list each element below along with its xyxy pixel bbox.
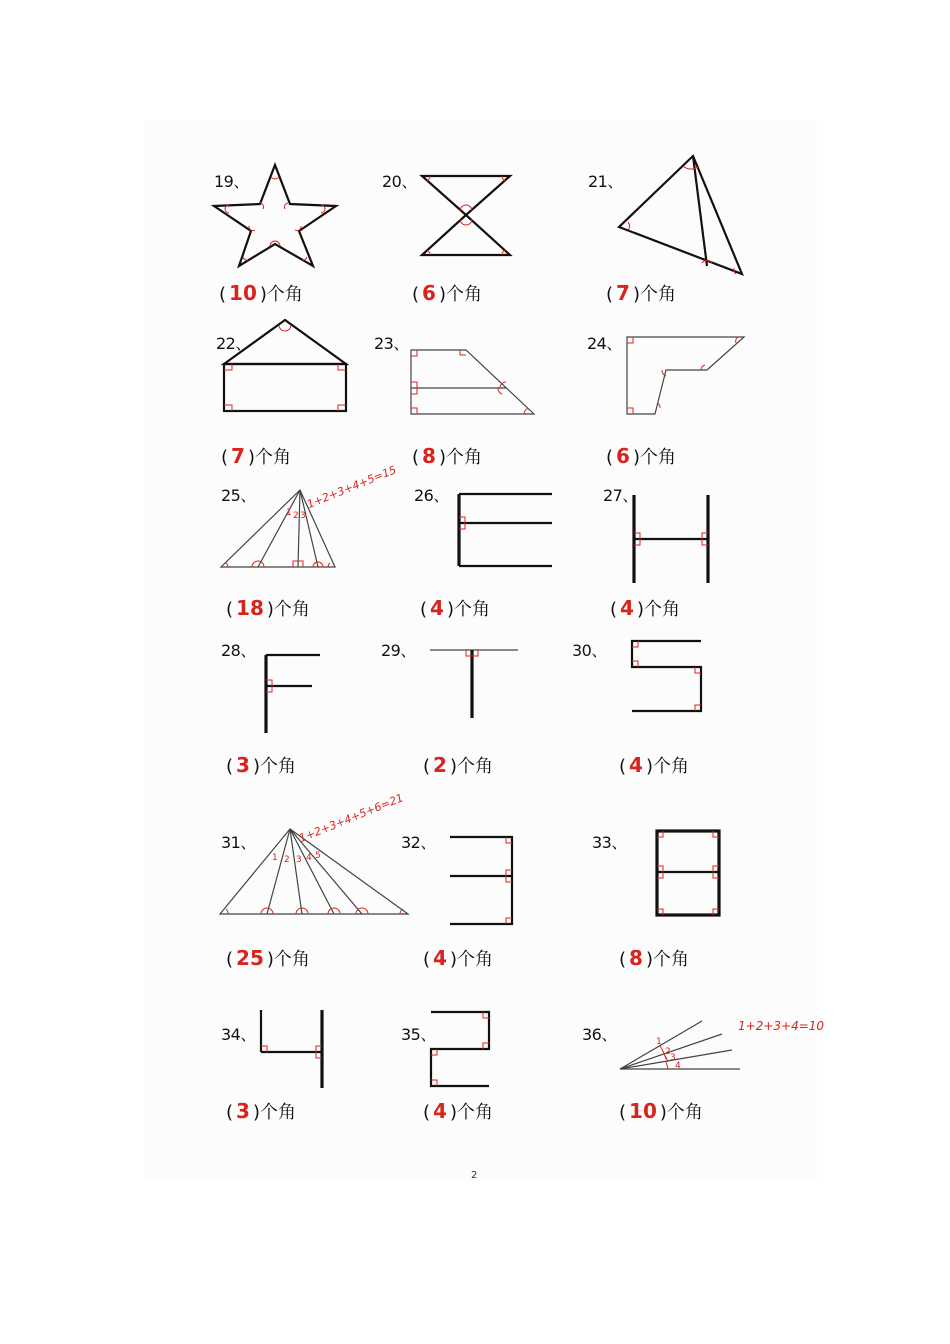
answer-value: 4	[430, 596, 444, 620]
figure-20-hourglass	[422, 176, 510, 255]
answer-value: 7	[231, 444, 245, 468]
answer-suffix: 个角	[259, 1102, 296, 1123]
answer-27: ( 4 )个角	[610, 596, 680, 620]
answer-21: ( 7 )个角	[606, 281, 676, 305]
question-number: 29、	[381, 641, 416, 660]
question-number: 20、	[382, 172, 417, 191]
answer-33: ( 8 )个角	[619, 946, 689, 970]
question-number: 30、	[572, 641, 607, 660]
answer-suffix: 个角	[273, 599, 310, 620]
answer-28: ( 3 )个角	[226, 753, 296, 777]
answer-26: ( 4 )个角	[420, 596, 490, 620]
answer-value: 4	[433, 1099, 447, 1123]
answer-value: 10	[229, 281, 257, 305]
svg-text:2: 2	[665, 1047, 671, 1057]
question-number: 34、	[221, 1025, 256, 1044]
answer-value: 4	[629, 753, 643, 777]
answer-23: ( 8 )个角	[412, 444, 482, 468]
answer-suffix: 个角	[456, 1102, 493, 1123]
answer-suffix: 个角	[639, 284, 676, 305]
answer-34: ( 3 )个角	[226, 1099, 296, 1123]
figure-29-T-shape	[430, 650, 518, 718]
answer-suffix: 个角	[259, 756, 296, 777]
answer-suffix: 个角	[445, 284, 482, 305]
figure-26-E-shape	[459, 494, 552, 566]
question-number: 23、	[374, 334, 409, 353]
figure-35-2-shape	[431, 1012, 489, 1086]
svg-text:5: 5	[315, 851, 321, 861]
question-number: 28、	[221, 641, 256, 660]
answer-24: ( 6 )个角	[606, 444, 676, 468]
svg-text:3: 3	[296, 855, 302, 865]
figure-36-rays	[620, 1021, 740, 1071]
answer-19: ( 10 )个角	[219, 281, 303, 305]
answer-value: 3	[236, 753, 250, 777]
figure-34-4-shape	[261, 1010, 322, 1088]
svg-text:1: 1	[656, 1037, 662, 1047]
svg-text:3: 3	[670, 1053, 676, 1063]
answer-value: 25	[236, 946, 264, 970]
handwritten-note-31: 1+2+3+4+5+6=21	[297, 791, 406, 845]
question-number: 26、	[414, 486, 449, 505]
question-number: 21、	[588, 172, 623, 191]
answer-value: 6	[616, 444, 630, 468]
answer-29: ( 2 )个角	[423, 753, 493, 777]
answer-36: ( 10 )个角	[619, 1099, 703, 1123]
answer-suffix: 个角	[643, 599, 680, 620]
answer-value: 18	[236, 596, 264, 620]
question-number: 24、	[587, 334, 622, 353]
answer-value: 8	[629, 946, 643, 970]
handwritten-note-25: 1+2+3+4+5=15	[305, 463, 399, 511]
answer-suffix: 个角	[266, 284, 303, 305]
answer-31: ( 25 )个角	[226, 946, 310, 970]
question-number: 27、	[603, 486, 638, 505]
question-number: 31、	[221, 833, 256, 852]
svg-text:1: 1	[272, 853, 278, 863]
answer-suffix: 个角	[666, 1102, 703, 1123]
svg-text:4: 4	[306, 853, 312, 863]
question-number: 32、	[401, 833, 436, 852]
question-number: 36、	[582, 1025, 617, 1044]
svg-text:2: 2	[293, 511, 299, 521]
page-number: 2	[471, 1170, 478, 1181]
handwritten-note-36: 1+2+3+4=10	[738, 1019, 825, 1033]
answer-32: ( 4 )个角	[423, 946, 493, 970]
figure-33-8-shape	[657, 831, 719, 915]
svg-text:3: 3	[300, 511, 306, 521]
question-number: 33、	[592, 833, 627, 852]
answer-35: ( 4 )个角	[423, 1099, 493, 1123]
answer-value: 10	[629, 1099, 657, 1123]
answer-suffix: 个角	[445, 447, 482, 468]
question-number: 25、	[221, 486, 256, 505]
figure-21-triangle	[619, 156, 742, 274]
figure-23-trapezoid	[411, 350, 534, 414]
answer-22: ( 7 )个角	[221, 444, 291, 468]
answer-suffix: 个角	[456, 756, 493, 777]
figure-24-L-shape	[627, 337, 744, 414]
answer-value: 8	[422, 444, 436, 468]
question-number: 35、	[401, 1025, 436, 1044]
answer-suffix: 个角	[453, 599, 490, 620]
figure-30-S-shape	[632, 641, 701, 711]
answer-value: 7	[616, 281, 630, 305]
svg-text:1: 1	[286, 508, 292, 518]
figure-28-F-shape	[266, 655, 320, 733]
figure-27-H-shape	[634, 495, 708, 583]
figure-32-3-shape	[450, 837, 512, 924]
answer-suffix: 个角	[254, 447, 291, 468]
question-number: 22、	[216, 334, 251, 353]
answer-suffix: 个角	[456, 949, 493, 970]
question-number: 19、	[214, 172, 249, 191]
answer-suffix: 个角	[652, 949, 689, 970]
answer-value: 4	[433, 946, 447, 970]
answer-20: ( 6 )个角	[412, 281, 482, 305]
answer-suffix: 个角	[652, 756, 689, 777]
answer-25: ( 18 )个角	[226, 596, 310, 620]
answer-value: 2	[433, 753, 447, 777]
svg-text:2: 2	[284, 855, 290, 865]
svg-text:4: 4	[675, 1061, 681, 1071]
answer-value: 6	[422, 281, 436, 305]
answer-30: ( 4 )个角	[619, 753, 689, 777]
answer-value: 3	[236, 1099, 250, 1123]
answer-value: 4	[620, 596, 634, 620]
answer-suffix: 个角	[273, 949, 310, 970]
answer-suffix: 个角	[639, 447, 676, 468]
